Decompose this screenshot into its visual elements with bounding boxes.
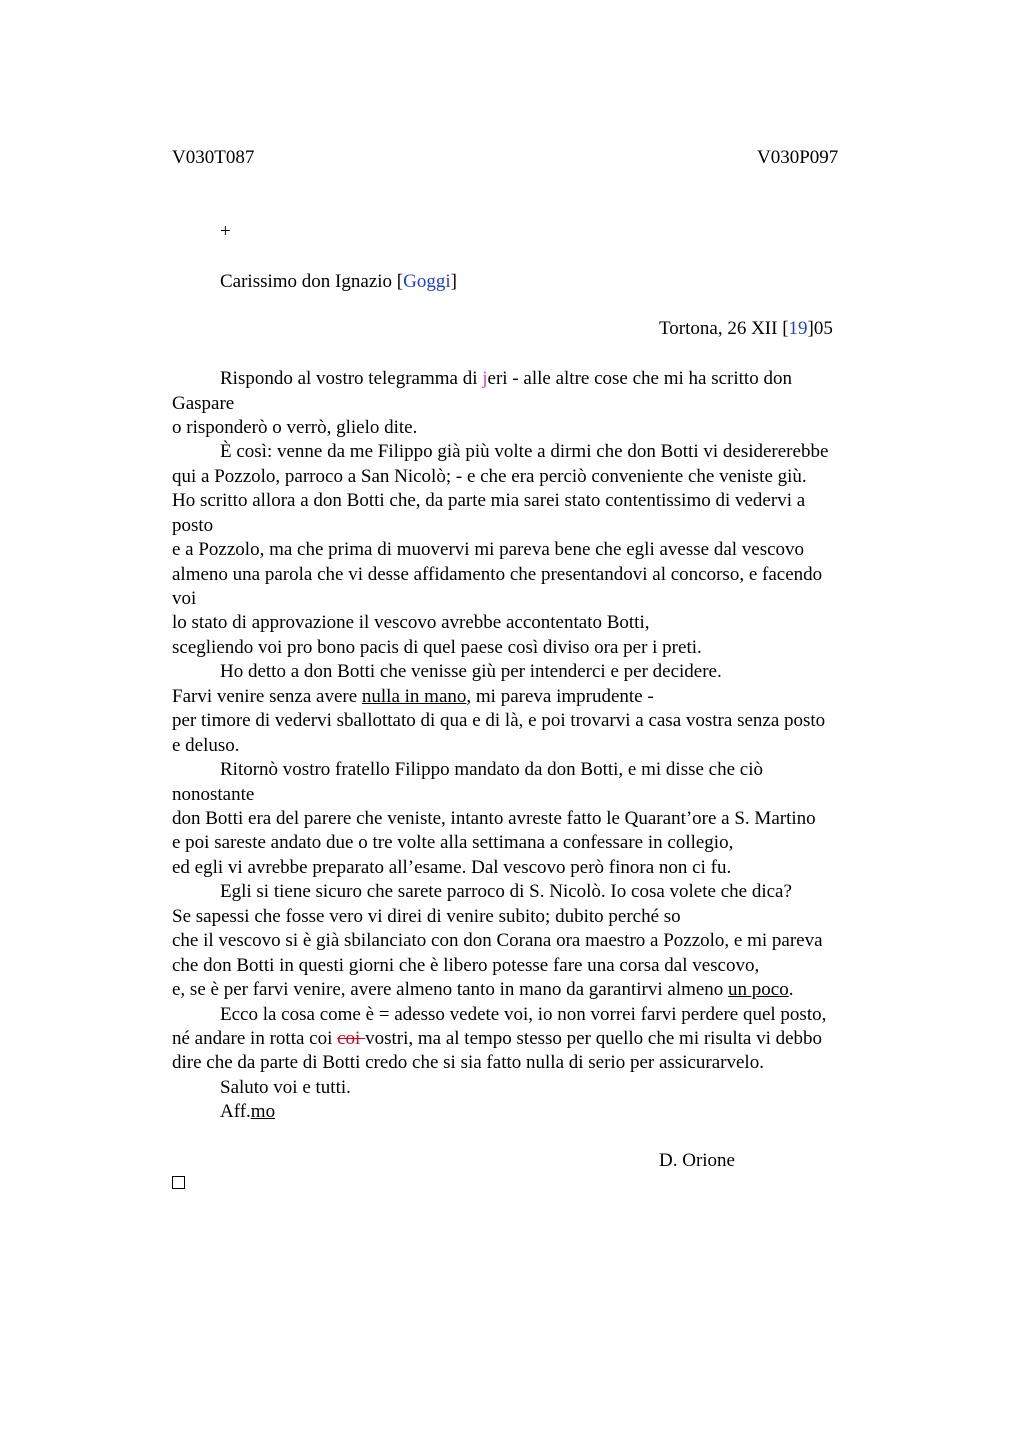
- date-pre: Tortona, 26 XII [: [659, 318, 789, 339]
- body-line: e poi sareste andato due o tre volte alla settimana a confessare in collegio,: [172, 832, 734, 853]
- line-text: né andare in rotta coi: [172, 1028, 338, 1049]
- body-line: qui a Pozzolo, parroco a San Nicolò; - e che era perciò conveniente che veniste giù.: [172, 466, 807, 487]
- struck-word: coi: [337, 1028, 366, 1049]
- date-post: ]05: [807, 318, 833, 339]
- line-text: eri - alle altre cose che mi ha scritto don: [487, 368, 792, 389]
- signature: D. Orione: [659, 1150, 735, 1171]
- underlined-phrase: nulla in mano: [361, 686, 467, 707]
- body-line: [172, 978, 793, 1002]
- editorial-letter: j: [482, 368, 488, 389]
- salutation-pre: Carissimo don Ignazio [: [220, 271, 404, 292]
- body-line: Gaspare: [172, 393, 235, 414]
- salutation-post: ]: [450, 271, 457, 292]
- body-line: per timore di vedervi sballottato di qua e di là, e poi trovarvi a casa vostra senza posto: [172, 710, 826, 731]
- body-line: che il vescovo si è già sbilanciato con don Corana ora maestro a Pozzolo, e mi pareva: [172, 930, 823, 951]
- date-year: 19: [788, 318, 808, 339]
- cross-mark: +: [220, 221, 231, 242]
- line-text: Rispondo al vostro telegramma di: [220, 368, 483, 389]
- body-line: [172, 685, 654, 709]
- line-text: .: [788, 979, 794, 1000]
- salutation: [220, 270, 457, 294]
- body-line: [172, 1027, 822, 1051]
- body-line: don Botti era del parere che veniste, intanto avreste fatto le Quarant’ore a S. Martino: [172, 808, 816, 829]
- empty-square-icon: [172, 1176, 185, 1189]
- letter-date: [659, 317, 833, 341]
- line-text: vostri, ma al tempo stesso per quello che mi risulta vi debbo: [365, 1028, 823, 1049]
- header-right-code: V030P097: [757, 147, 839, 168]
- body-line: Ho detto a don Botti che venisse giù per intenderci e per decidere.: [220, 661, 722, 682]
- body-line: Egli si tiene sicuro che sarete parroco di S. Nicolò. Io cosa volete che dica?: [220, 881, 792, 902]
- body-line: e a Pozzolo, ma che prima di muovervi mi pareva bene che egli avesse dal vescovo: [172, 539, 805, 560]
- line-text: Farvi venire senza avere: [172, 686, 362, 707]
- salutation-name: Goggi: [403, 271, 451, 292]
- body-line: Ritornò vostro fratello Filippo mandato da don Botti, e mi disse che ciò: [220, 759, 764, 780]
- closing-text: Aff.: [220, 1101, 251, 1122]
- closing-superscript: mo: [250, 1101, 276, 1122]
- body-line: Ho scritto allora a don Botti che, da parte mia sarei stato contentissimo di vedervi a: [172, 490, 806, 511]
- body-line: dire che da parte di Botti credo che si sia fatto nulla di serio per assicurarvelo.: [172, 1052, 764, 1073]
- line-text: , mi pareva imprudente -: [466, 686, 654, 707]
- body-line: voi: [172, 588, 197, 609]
- body-line: e deluso.: [172, 735, 240, 756]
- body-line: lo stato di approvazione il vescovo avrebbe accontentato Botti,: [172, 612, 650, 633]
- body-line: posto: [172, 515, 214, 536]
- closing: [220, 1100, 275, 1124]
- body-line: che don Botti in questi giorni che è libero potesse fare una corsa dal vescovo,: [172, 955, 760, 976]
- body-line: scegliendo voi pro bono pacis di quel paese così diviso ora per i preti.: [172, 637, 702, 658]
- line-text: e, se è per farvi venire, avere almeno tanto in mano da garantirvi almeno: [172, 979, 729, 1000]
- body-line: ed egli vi avrebbe preparato all’esame. Dal vescovo però finora non ci fu.: [172, 857, 732, 878]
- body-line: almeno una parola che vi desse affidamento che presentandovi al concorso, e facendo: [172, 564, 823, 585]
- underlined-phrase: un poco: [728, 979, 789, 1000]
- body-line: Se sapessi che fosse vero vi direi di venire subito; dubito perché so: [172, 906, 681, 927]
- header-left-code: V030T087: [172, 147, 255, 168]
- body-line: Saluto voi e tutti.: [220, 1077, 351, 1098]
- body-line: o risponderò o verrò, glielo dite.: [172, 417, 418, 438]
- body-line: [220, 367, 792, 391]
- body-line: È così: venne da me Filippo già più volte a dirmi che don Botti vi desidererebbe: [220, 441, 829, 462]
- body-line: Ecco la cosa come è = adesso vedete voi, io non vorrei farvi perdere quel posto,: [220, 1004, 827, 1025]
- body-line: nonostante: [172, 784, 255, 805]
